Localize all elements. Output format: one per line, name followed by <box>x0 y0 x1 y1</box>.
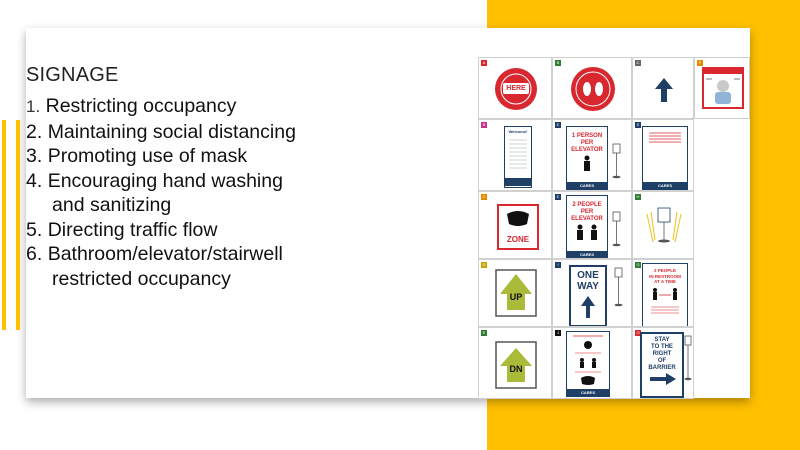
sign-tag: B <box>556 60 560 65</box>
list-number: 5. <box>26 218 43 241</box>
sign-line-3: ELEVATOR <box>571 147 603 153</box>
up-text: UP <box>509 292 523 302</box>
sign-line-3: ELEVATOR <box>571 216 603 222</box>
sign-floor-stand <box>632 191 694 259</box>
sign-line-2: IN RESTROOM <box>649 273 681 279</box>
sign-footer: CARES <box>567 389 609 396</box>
prevention-poster-frame <box>566 331 610 397</box>
slide-title: SIGNAGE <box>26 64 119 86</box>
stand-icon <box>553 192 632 259</box>
mask-icon <box>499 206 537 230</box>
sign-stairs-up <box>478 259 552 327</box>
sign-line-4: OF <box>657 358 667 364</box>
sign-line-3: AT A TIME <box>654 279 676 284</box>
sign-tag: G <box>636 262 640 267</box>
sign-line-1: STAY <box>654 337 670 343</box>
stand-icon <box>553 120 632 191</box>
sign-one-person-elevator <box>552 119 632 191</box>
signage-grid <box>478 57 750 399</box>
list-item <box>26 169 296 218</box>
sign-tag: I <box>555 262 561 268</box>
sign-restroom-occupancy <box>632 259 694 327</box>
sign-tag: E <box>556 194 560 199</box>
floor-stand-icon <box>633 192 694 259</box>
list-number: 1. <box>26 97 41 116</box>
signage-list <box>26 94 296 291</box>
list-item <box>26 94 296 120</box>
stand-icon <box>553 260 632 327</box>
sign-tag: C <box>482 194 486 199</box>
restroom-sign-frame <box>642 263 688 327</box>
text-lines-icon <box>505 134 531 186</box>
dn-text: DN <box>509 364 523 374</box>
sign-tag: D <box>482 262 486 267</box>
sign-tag: H <box>636 194 640 199</box>
sign-prevention-poster <box>552 327 632 399</box>
sign-footprint-decal <box>552 57 632 119</box>
sign-stairs-down <box>478 327 552 399</box>
sign-footer: CARES <box>567 182 607 189</box>
sign-line-1: 2 PEOPLE <box>653 268 676 273</box>
sign-line-5: BARRIER <box>648 365 676 371</box>
sign-line-1: 2 PEOPLE <box>572 202 602 208</box>
sign-tag: B <box>482 122 486 127</box>
sign-here-floor-decal <box>478 57 552 119</box>
sign-two-people-elevator <box>552 191 632 259</box>
sign-tag: F <box>698 60 702 65</box>
list-text: Restricting occupancy <box>45 95 237 117</box>
left-accent-bar <box>16 120 20 330</box>
welcome-text: Welcome! <box>508 129 528 134</box>
arrow-up-icon <box>633 58 694 119</box>
list-number: 2. <box>26 120 43 143</box>
list-text: Encouraging hand washing <box>47 169 283 192</box>
sign-tag: J <box>557 330 559 335</box>
stand-icon <box>633 328 694 399</box>
sign-tag: C <box>636 60 640 65</box>
sign-here-text: HERE <box>506 85 526 92</box>
sign-stay-right-barrier <box>632 327 694 399</box>
sign-tag: E <box>482 330 486 335</box>
one-way-line-1: ONE <box>577 270 599 281</box>
list-text: Promoting use of mask <box>47 145 248 167</box>
list-number: 3. <box>26 145 43 167</box>
sign-line-2: PER <box>580 140 594 146</box>
list-text: Bathroom/elevator/stairwell <box>47 243 283 265</box>
sign-welcome-poster <box>478 119 552 191</box>
zone-text: ZONE <box>506 235 530 244</box>
footprints-icon <box>553 58 632 119</box>
sign-one-way <box>552 259 632 327</box>
person-mask-icon <box>695 58 750 119</box>
sign-tag: A <box>482 60 486 65</box>
list-text: Directing traffic flow <box>47 218 218 241</box>
sign-tag: E <box>556 122 560 127</box>
sign-tag: S <box>636 122 640 127</box>
sign-line-1: 1 PERSON <box>571 133 603 139</box>
list-number: 4. <box>26 169 43 192</box>
list-item <box>26 242 296 291</box>
list-item <box>26 218 296 243</box>
prevention-icons <box>567 332 609 388</box>
sign-arrow-up <box>632 57 694 119</box>
sign-line-2: TO THE <box>651 344 673 350</box>
sign-footer: CARES <box>643 182 687 189</box>
text-lines-icon <box>643 127 687 181</box>
sign-mask-zone <box>478 191 552 259</box>
list-text-continued: and sanitizing <box>52 194 172 216</box>
zone-sign-frame <box>497 204 539 250</box>
two-people-distance-icon <box>643 285 687 325</box>
list-number: 6. <box>26 243 43 265</box>
list-item <box>26 120 296 145</box>
list-text-continued: restricted occupancy <box>52 267 231 290</box>
sign-line-3: RIGHT <box>652 351 672 357</box>
sign-line-2: PER <box>580 209 594 215</box>
sign-wash-hands-poster <box>632 119 694 191</box>
welcome-poster-frame <box>504 126 532 188</box>
list-text: Maintaining social distancing <box>47 120 296 143</box>
list-item <box>26 144 296 169</box>
sign-footer: CARES <box>567 251 607 258</box>
one-way-line-2: WAY <box>577 281 599 292</box>
sign-wear-mask-poster <box>694 57 750 119</box>
left-accent-bar <box>2 120 6 330</box>
hand-wash-sign-frame <box>642 126 688 190</box>
sign-tag: O <box>636 330 640 335</box>
